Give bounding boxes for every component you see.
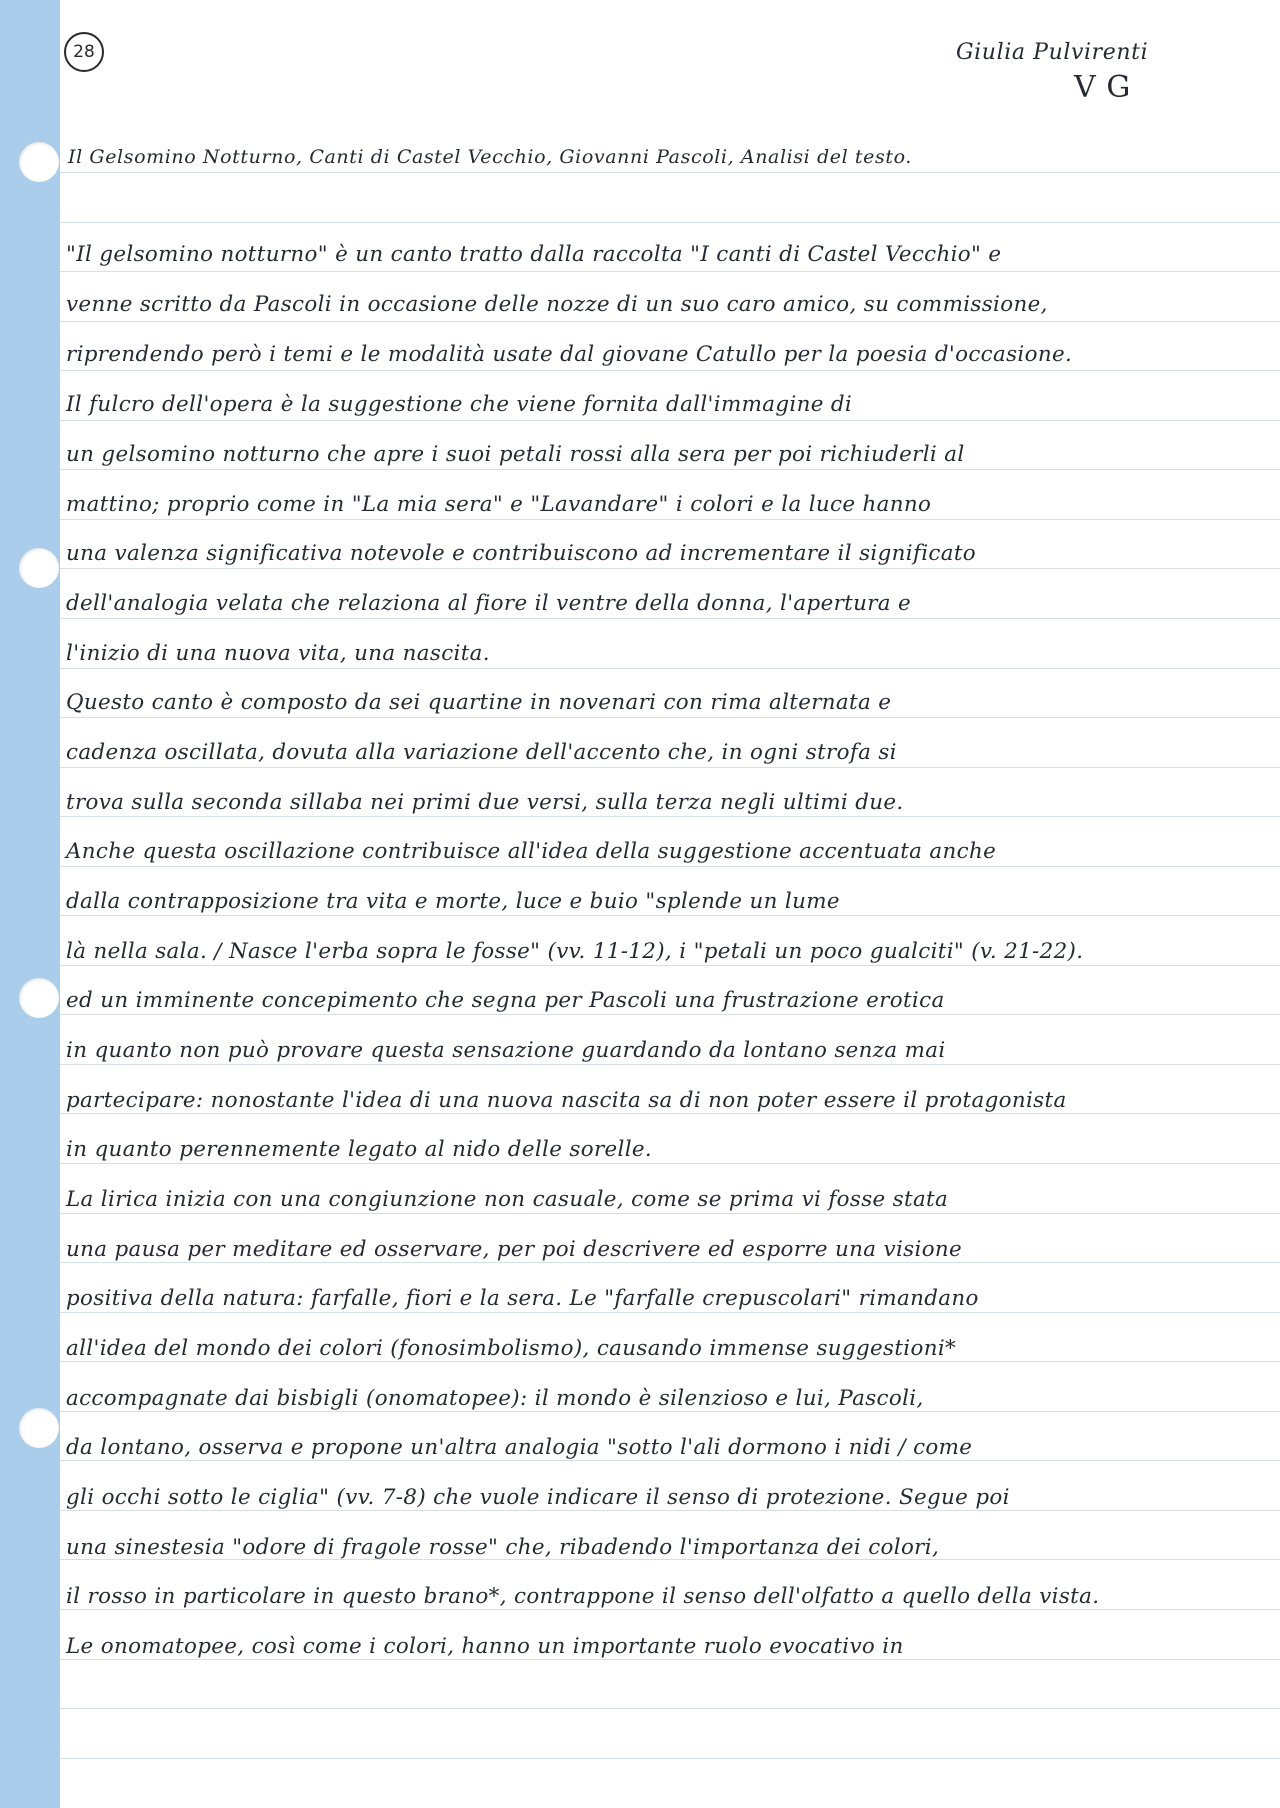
essay-line: Il fulcro dell'opera è la suggestione che viene fornita dall'immagine di	[66, 392, 853, 417]
essay-line: partecipare: nonostante l'idea di una nuova nascita sa di non poter essere il protagonista	[66, 1088, 1067, 1113]
essay-line: un gelsomino notturno che apre i suoi petali rossi alla sera per poi richiuderli al	[66, 442, 965, 467]
essay-line: una pausa per meditare ed osservare, per poi descrivere ed esporre una visione	[66, 1237, 963, 1262]
essay-line: il rosso in particolare in questo brano*, contrappone il senso dell'olfatto a quello della vista.	[66, 1584, 1100, 1609]
essay-line: ed un imminente concepimento che segna per Pascoli una frustrazione erotica	[66, 988, 945, 1013]
essay-line: una valenza significativa notevole e contribuiscono ad incrementare il significato	[66, 541, 977, 566]
essay-line: Anche questa oscillazione contribuisce all'idea della suggestione accentuata anche	[66, 839, 997, 864]
essay-line: "Il gelsomino notturno" è un canto tratto dalla raccolta "I canti di Castel Vecchio" e	[66, 242, 1002, 267]
author-class: V G	[1074, 70, 1131, 105]
essay-line: cadenza oscillata, dovuta alla variazione dell'accento che, in ogni strofa si	[66, 740, 897, 765]
essay-line: all'idea del mondo dei colori (fonosimbolismo), causando immense suggestioni*	[66, 1336, 957, 1361]
essay-line: mattino; proprio come in "La mia sera" e "Lavandare" i colori e la luce hanno	[66, 492, 932, 517]
essay-line: dell'analogia velata che relaziona al fiore il ventre della donna, l'apertura e	[66, 591, 912, 616]
essay-line: Le onomatopee, così come i colori, hanno un importante ruolo evocativo in	[66, 1634, 904, 1659]
essay-line: trova sulla seconda sillaba nei primi due versi, sulla terza negli ultimi due.	[66, 790, 904, 815]
essay-line: La lirica inizia con una congiunzione non casuale, come se prima vi fosse stata	[66, 1187, 949, 1212]
essay-line: Questo canto è composto da sei quartine in novenari con rima alternata e	[66, 690, 892, 715]
essay-line: l'inizio di una nuova vita, una nascita.	[66, 641, 490, 666]
essay-line: venne scritto da Pascoli in occasione delle nozze di un suo caro amico, su commissione,	[66, 292, 1048, 317]
essay-line: positiva della natura: farfalle, fiori e la sera. Le "farfalle crepuscolari" rimandano	[66, 1286, 979, 1311]
document-title: Il Gelsomino Notturno, Canti di Castel Vecchio, Giovanni Pascoli, Analisi del testo.	[68, 146, 912, 168]
essay-line: dalla contrapposizione tra vita e morte, luce e buio "splende un lume	[66, 889, 840, 914]
page-number: 28	[64, 32, 104, 72]
essay-line: là nella sala. / Nasce l'erba sopra le fosse" (vv. 11-12), i "petali un poco gualciti" (v. 21-22).	[66, 939, 1084, 964]
essay-line: in quanto non può provare questa sensazione guardando da lontano senza mai	[66, 1038, 946, 1063]
essay-line: accompagnate dai bisbigli (onomatopee): il mondo è silenzioso e lui, Pascoli,	[66, 1386, 924, 1411]
essay-line: gli occhi sotto le ciglia" (vv. 7-8) che vuole indicare il senso di protezione. Segue poi	[66, 1485, 1010, 1510]
author-name: Giulia Pulvirenti	[956, 40, 1149, 65]
essay-line: una sinestesia "odore di fragole rosse" che, ribadendo l'importanza dei colori,	[66, 1535, 940, 1560]
essay-line: riprendendo però i temi e le modalità usate dal giovane Catullo per la poesia d'occasione.	[66, 342, 1073, 367]
essay-line: da lontano, osserva e propone un'altra analogia "sotto l'ali dormono i nidi / come	[66, 1435, 973, 1460]
essay-line: in quanto perennemente legato al nido delle sorelle.	[66, 1137, 653, 1162]
